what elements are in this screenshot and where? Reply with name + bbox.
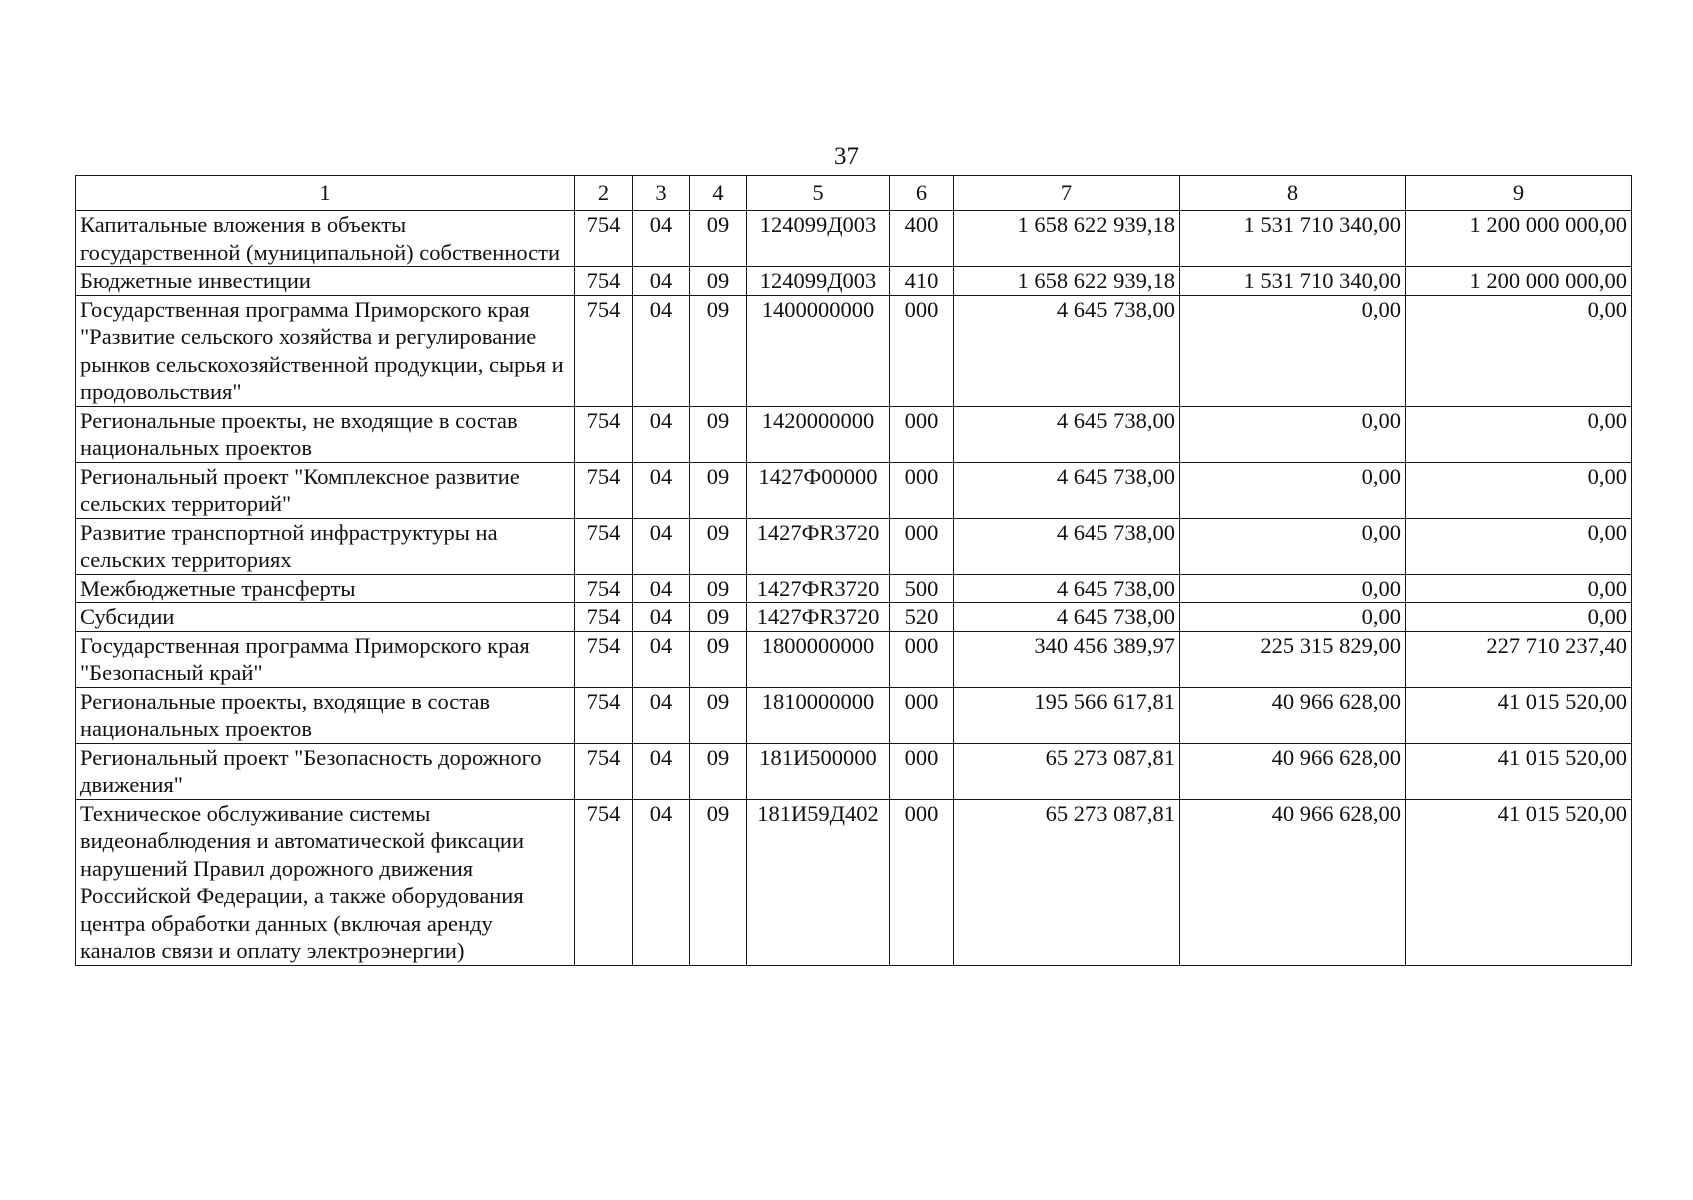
amount-cell: 227 710 237,40 bbox=[1406, 631, 1632, 687]
code-cell: 754 bbox=[575, 267, 633, 296]
column-header: 3 bbox=[633, 176, 690, 211]
amount-cell: 225 315 829,00 bbox=[1180, 631, 1406, 687]
amount-cell: 65 273 087,81 bbox=[954, 743, 1180, 799]
code-cell: 000 bbox=[890, 631, 954, 687]
code-cell: 04 bbox=[633, 295, 690, 406]
code-cell: 754 bbox=[575, 743, 633, 799]
code-cell: 09 bbox=[690, 743, 747, 799]
row-name-cell: Региональные проекты, входящие в состав национальных проектов bbox=[76, 687, 575, 743]
code-cell: 04 bbox=[633, 462, 690, 518]
code-cell: 04 bbox=[633, 211, 690, 267]
table-row bbox=[76, 631, 1632, 687]
amount-cell: 0,00 bbox=[1180, 462, 1406, 518]
code-cell: 754 bbox=[575, 462, 633, 518]
table-row bbox=[76, 462, 1632, 518]
code-cell: 1420000000 bbox=[747, 406, 890, 462]
code-cell: 410 bbox=[890, 267, 954, 296]
amount-cell: 195 566 617,81 bbox=[954, 687, 1180, 743]
amount-cell: 41 015 520,00 bbox=[1406, 687, 1632, 743]
code-cell: 754 bbox=[575, 603, 633, 632]
code-cell: 09 bbox=[690, 631, 747, 687]
header-row bbox=[76, 176, 1632, 211]
code-cell: 181И59Д402 bbox=[747, 799, 890, 965]
row-name-cell: Государственная программа Приморского края "Развитие сельского хозяйства и регулирование рынков сельскохозяйственной продукции, сырья и продовольствия" bbox=[76, 295, 575, 406]
code-cell: 04 bbox=[633, 631, 690, 687]
amount-cell: 340 456 389,97 bbox=[954, 631, 1180, 687]
code-cell: 000 bbox=[890, 743, 954, 799]
code-cell: 500 bbox=[890, 574, 954, 603]
column-header: 5 bbox=[747, 176, 890, 211]
row-name-cell: Региональные проекты, не входящие в состав национальных проектов bbox=[76, 406, 575, 462]
amount-cell: 4 645 738,00 bbox=[954, 462, 1180, 518]
code-cell: 754 bbox=[575, 295, 633, 406]
table-row bbox=[76, 574, 1632, 603]
code-cell: 1427ФR3720 bbox=[747, 603, 890, 632]
code-cell: 09 bbox=[690, 295, 747, 406]
amount-cell: 65 273 087,81 bbox=[954, 799, 1180, 965]
code-cell: 124099Д003 bbox=[747, 267, 890, 296]
code-cell: 754 bbox=[575, 631, 633, 687]
amount-cell: 4 645 738,00 bbox=[954, 603, 1180, 632]
column-header: 7 bbox=[954, 176, 1180, 211]
amount-cell: 40 966 628,00 bbox=[1180, 687, 1406, 743]
code-cell: 000 bbox=[890, 406, 954, 462]
code-cell: 520 bbox=[890, 603, 954, 632]
code-cell: 754 bbox=[575, 406, 633, 462]
row-name-cell: Техническое обслуживание системы видеонаблюдения и автоматической фиксации нарушений Правил дорожного движения Российской Федерации, а также оборудования центра обработки данных (включая аренду каналов связи и оплату электроэнергии) bbox=[76, 799, 575, 965]
code-cell: 000 bbox=[890, 462, 954, 518]
amount-cell: 1 200 000 000,00 bbox=[1406, 267, 1632, 296]
table-row bbox=[76, 687, 1632, 743]
row-name-cell: Капитальные вложения в объекты государственной (муниципальной) собственности bbox=[76, 211, 575, 267]
code-cell: 04 bbox=[633, 799, 690, 965]
code-cell: 09 bbox=[690, 406, 747, 462]
budget-table bbox=[75, 175, 1632, 966]
amount-cell: 40 966 628,00 bbox=[1180, 743, 1406, 799]
code-cell: 09 bbox=[690, 462, 747, 518]
amount-cell: 0,00 bbox=[1406, 574, 1632, 603]
page-number: 37 bbox=[834, 143, 859, 170]
amount-cell: 0,00 bbox=[1180, 574, 1406, 603]
amount-cell: 4 645 738,00 bbox=[954, 574, 1180, 603]
code-cell: 754 bbox=[575, 574, 633, 603]
amount-cell: 1 658 622 939,18 bbox=[954, 211, 1180, 267]
amount-cell: 0,00 bbox=[1406, 462, 1632, 518]
row-name-cell: Региональный проект "Комплексное развитие сельских территорий" bbox=[76, 462, 575, 518]
amount-cell: 4 645 738,00 bbox=[954, 406, 1180, 462]
amount-cell: 0,00 bbox=[1180, 518, 1406, 574]
amount-cell: 0,00 bbox=[1406, 406, 1632, 462]
row-name-cell: Бюджетные инвестиции bbox=[76, 267, 575, 296]
column-header: 1 bbox=[76, 176, 575, 211]
table-body bbox=[76, 211, 1632, 966]
table-row bbox=[76, 743, 1632, 799]
code-cell: 124099Д003 bbox=[747, 211, 890, 267]
amount-cell: 4 645 738,00 bbox=[954, 518, 1180, 574]
code-cell: 04 bbox=[633, 743, 690, 799]
code-cell: 000 bbox=[890, 799, 954, 965]
amount-cell: 1 531 710 340,00 bbox=[1180, 267, 1406, 296]
code-cell: 1427ФR3720 bbox=[747, 574, 890, 603]
amount-cell: 0,00 bbox=[1406, 295, 1632, 406]
table-row bbox=[76, 406, 1632, 462]
code-cell: 09 bbox=[690, 518, 747, 574]
code-cell: 09 bbox=[690, 211, 747, 267]
code-cell: 1800000000 bbox=[747, 631, 890, 687]
table-row bbox=[76, 603, 1632, 632]
code-cell: 04 bbox=[633, 518, 690, 574]
code-cell: 09 bbox=[690, 574, 747, 603]
code-cell: 04 bbox=[633, 574, 690, 603]
code-cell: 09 bbox=[690, 267, 747, 296]
amount-cell: 41 015 520,00 bbox=[1406, 743, 1632, 799]
code-cell: 1427Ф00000 bbox=[747, 462, 890, 518]
table-row bbox=[76, 799, 1632, 965]
table-row bbox=[76, 295, 1632, 406]
amount-cell: 1 200 000 000,00 bbox=[1406, 211, 1632, 267]
row-name-cell: Государственная программа Приморского края "Безопасный край" bbox=[76, 631, 575, 687]
column-header: 8 bbox=[1180, 176, 1406, 211]
code-cell: 754 bbox=[575, 799, 633, 965]
code-cell: 000 bbox=[890, 687, 954, 743]
table-row bbox=[76, 211, 1632, 267]
amount-cell: 1 531 710 340,00 bbox=[1180, 211, 1406, 267]
row-name-cell: Развитие транспортной инфраструктуры на сельских территориях bbox=[76, 518, 575, 574]
column-header: 6 bbox=[890, 176, 954, 211]
code-cell: 1400000000 bbox=[747, 295, 890, 406]
code-cell: 181И500000 bbox=[747, 743, 890, 799]
amount-cell: 0,00 bbox=[1180, 406, 1406, 462]
code-cell: 754 bbox=[575, 211, 633, 267]
amount-cell: 1 658 622 939,18 bbox=[954, 267, 1180, 296]
code-cell: 000 bbox=[890, 518, 954, 574]
code-cell: 04 bbox=[633, 603, 690, 632]
table-row bbox=[76, 267, 1632, 296]
code-cell: 09 bbox=[690, 799, 747, 965]
row-name-cell: Субсидии bbox=[76, 603, 575, 632]
amount-cell: 41 015 520,00 bbox=[1406, 799, 1632, 965]
code-cell: 1810000000 bbox=[747, 687, 890, 743]
column-header: 4 bbox=[690, 176, 747, 211]
code-cell: 09 bbox=[690, 687, 747, 743]
amount-cell: 0,00 bbox=[1180, 295, 1406, 406]
code-cell: 09 bbox=[690, 603, 747, 632]
code-cell: 1427ФR3720 bbox=[747, 518, 890, 574]
row-name-cell: Межбюджетные трансферты bbox=[76, 574, 575, 603]
amount-cell: 0,00 bbox=[1180, 603, 1406, 632]
code-cell: 000 bbox=[890, 295, 954, 406]
column-header: 9 bbox=[1406, 176, 1632, 211]
code-cell: 754 bbox=[575, 687, 633, 743]
amount-cell: 0,00 bbox=[1406, 603, 1632, 632]
code-cell: 754 bbox=[575, 518, 633, 574]
code-cell: 04 bbox=[633, 687, 690, 743]
code-cell: 04 bbox=[633, 406, 690, 462]
amount-cell: 4 645 738,00 bbox=[954, 295, 1180, 406]
table-row bbox=[76, 518, 1632, 574]
code-cell: 04 bbox=[633, 267, 690, 296]
amount-cell: 0,00 bbox=[1406, 518, 1632, 574]
row-name-cell: Региональный проект "Безопасность дорожного движения" bbox=[76, 743, 575, 799]
code-cell: 400 bbox=[890, 211, 954, 267]
amount-cell: 40 966 628,00 bbox=[1180, 799, 1406, 965]
column-header: 2 bbox=[575, 176, 633, 211]
